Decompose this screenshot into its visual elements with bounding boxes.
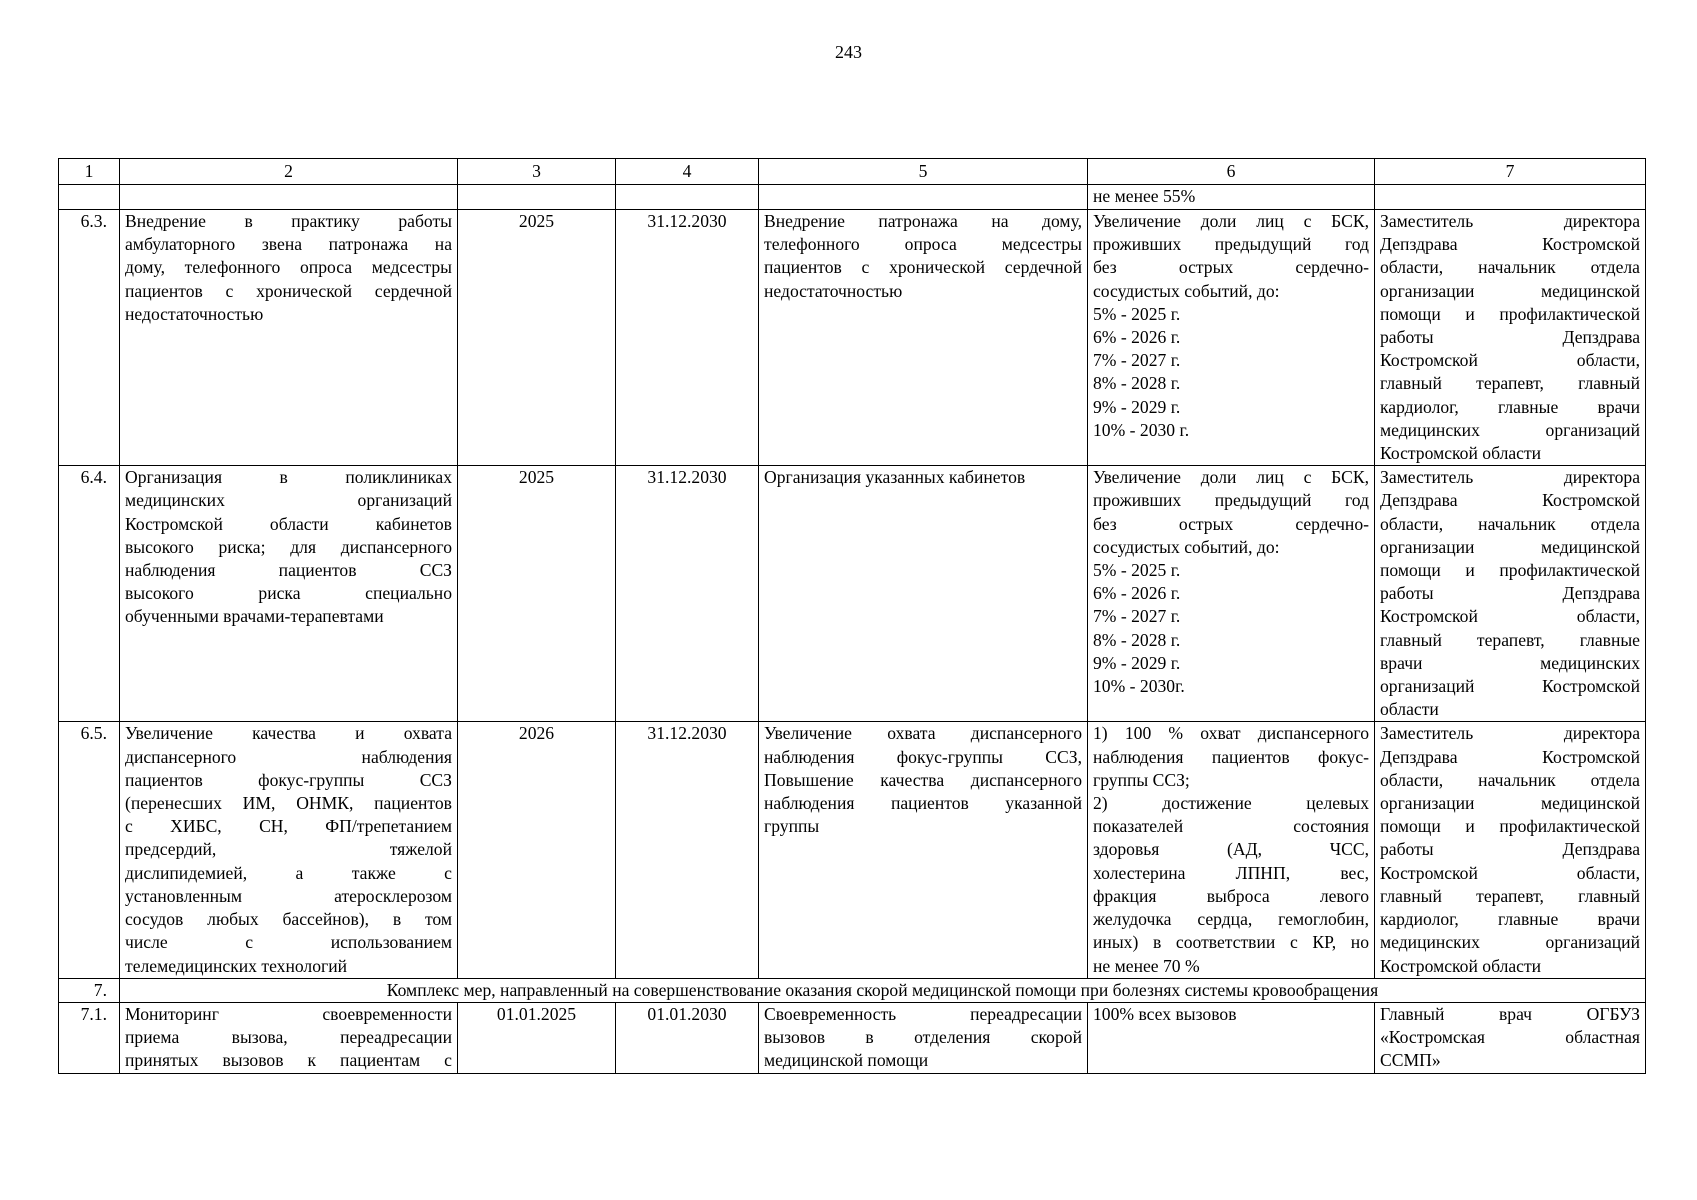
column-number: 5 — [759, 159, 1088, 185]
cell-line: 8% - 2028 г. — [1093, 373, 1181, 394]
cell-line: Заместитель директора — [1380, 467, 1640, 488]
cell-line: наблюдения пациентов фокус- — [1093, 746, 1369, 767]
cell-line: главный терапевт, главный — [1380, 885, 1640, 906]
cell-responsible — [1375, 466, 1646, 722]
cell-line: Внедрение в практику работы — [125, 211, 452, 231]
cell-line: недостаточностью — [764, 280, 903, 301]
cell-line: работы Депздрава — [1380, 327, 1640, 348]
continuation-row — [59, 185, 1646, 210]
column-number: 6 — [1088, 159, 1375, 185]
cell-line: дому, телефонного опроса медсестры — [125, 257, 452, 278]
cell-line: установленным атеросклерозом — [125, 885, 452, 906]
cell-line: числе с использованием — [125, 932, 452, 953]
table-row — [59, 1002, 1646, 1073]
cell-line: наблюдения пациентов указанной — [764, 793, 1082, 814]
cell-line: медицинских организаций — [1380, 419, 1640, 440]
table-row — [59, 466, 1646, 722]
cell-line: Организация указанных кабинетов — [764, 467, 1026, 488]
cell-line: желудочка сердца, гемоглобин, — [1093, 909, 1369, 930]
section-title: Комплекс мер, направленный на совершенствование оказания скорой медицинской помощи при болезнях системы кровообращения — [120, 978, 1646, 1002]
cell-line: Костромской области, — [1380, 862, 1640, 883]
cell-line: области, начальник отдела — [1380, 513, 1640, 534]
column-number: 1 — [59, 159, 120, 185]
cell-line: 9% - 2029 г. — [1093, 652, 1181, 673]
cell-line: Заместитель директора — [1380, 211, 1640, 231]
column-number: 3 — [458, 159, 616, 185]
column-number: 2 — [120, 159, 458, 185]
cell-end-date: 31.12.2030 — [616, 466, 759, 722]
cell-result — [759, 210, 1088, 466]
cell-line: пациентов фокус-группы ССЗ — [125, 769, 452, 790]
cell-line: 5% - 2025 г. — [1093, 303, 1181, 324]
cell-line: холестерина ЛПНП, вес, — [1093, 862, 1369, 883]
cell-line: Главный врач ОГБУЗ — [1380, 1003, 1640, 1024]
cell-line: организации медицинской — [1380, 280, 1640, 301]
cell-line: недостаточностью — [125, 303, 264, 324]
cell-line: ССМП» — [1380, 1050, 1441, 1071]
cell-line: Депздрава Костромской — [1380, 746, 1640, 767]
cell-end-date: 31.12.2030 — [616, 722, 759, 978]
cell-line: организации медицинской — [1380, 536, 1640, 557]
cell-line: Организация в поликлиниках — [125, 467, 452, 488]
cell-line: диспансерного наблюдения — [125, 746, 452, 767]
measures-table — [58, 158, 1646, 1074]
cell-result — [759, 1002, 1088, 1073]
cell-line: помощи и профилактической — [1380, 303, 1640, 324]
cell-line: сосудистых событий, до: — [1093, 280, 1280, 301]
cell-line: медицинской помощи — [764, 1050, 929, 1071]
row-number: 6.5. — [59, 722, 120, 978]
row-number: 6.4. — [59, 466, 120, 722]
cell-line: Костромской области — [1380, 955, 1542, 976]
cell-line: Костромской области кабинетов — [125, 513, 452, 534]
cell-line: Костромской области — [1380, 443, 1542, 464]
cell-result — [759, 722, 1088, 978]
column-numbers-row — [59, 159, 1646, 185]
cell-line: Увеличение охвата диспансерного — [764, 723, 1082, 744]
cell-line: не менее 70 % — [1093, 955, 1200, 976]
cell-line: проживших предыдущий год — [1093, 234, 1369, 255]
cell-line: 2) достижение целевых — [1093, 793, 1369, 814]
cell-line: группы ССЗ; — [1093, 769, 1190, 790]
cell-line: Костромской области, — [1380, 606, 1640, 627]
cell-target: не менее 55% — [1088, 185, 1375, 210]
cell-line: сосудистых событий, до: — [1093, 536, 1280, 557]
cell-line: Депздрава Костромской — [1380, 234, 1640, 255]
cell-line: области, начальник отдела — [1380, 257, 1640, 278]
cell-line: предсердий, тяжелой — [125, 839, 452, 860]
cell-line: приема вызова, переадресации — [125, 1027, 452, 1048]
cell-line: медицинских организаций — [1380, 932, 1640, 953]
cell-line: помощи и профилактической — [1380, 560, 1640, 581]
cell-line: высокого риска; для диспансерного — [125, 536, 452, 557]
cell-line: проживших предыдущий год — [1093, 490, 1369, 511]
cell-line: Заместитель директора — [1380, 723, 1640, 744]
cell-line: сосудов любых бассейнов), в том — [125, 909, 452, 930]
cell-line: Увеличение доли лиц с БСК, — [1093, 211, 1369, 231]
cell-line: врачи медицинских — [1380, 652, 1640, 673]
cell-measure — [120, 1002, 458, 1073]
cell-line: кардиолог, главные врачи — [1380, 396, 1640, 417]
cell-end-date: 01.01.2030 — [616, 1002, 759, 1073]
cell-line: 7% - 2027 г. — [1093, 606, 1181, 627]
cell-measure — [120, 210, 458, 466]
cell-line: показателей состояния — [1093, 816, 1369, 837]
cell-line: Депздрава Костромской — [1380, 490, 1640, 511]
cell-line: 10% - 2030 г. — [1093, 419, 1190, 440]
cell-line: группы — [764, 816, 820, 837]
cell-line: Внедрение патронажа на дому, — [764, 211, 1082, 231]
cell-line: Увеличение качества и охвата — [125, 723, 452, 744]
table-row — [59, 722, 1646, 978]
cell-line: обученными врачами-терапевтами — [125, 606, 384, 627]
cell-line: области, начальник отдела — [1380, 769, 1640, 790]
cell-line: дислипидемией, а также с — [125, 862, 452, 883]
cell-line: области — [1380, 699, 1439, 720]
cell-line: главный терапевт, главные — [1380, 629, 1640, 650]
cell-end-date: 31.12.2030 — [616, 210, 759, 466]
cell-line: Увеличение доли лиц с БСК, — [1093, 467, 1369, 488]
cell-line: помощи и профилактической — [1380, 816, 1640, 837]
cell-line: Костромской области, — [1380, 350, 1640, 371]
cell-line: пациентов с хронической сердечной — [764, 257, 1082, 278]
cell-start-year: 2025 — [458, 210, 616, 466]
cell-line: медицинских организаций — [125, 490, 452, 511]
cell-line: (перенесших ИМ, ОНМК, пациентов — [125, 793, 452, 814]
cell-responsible — [1375, 722, 1646, 978]
cell-line: принятых вызовов к пациентам с — [125, 1050, 452, 1071]
cell-line: 6% - 2026 г. — [1093, 327, 1181, 348]
cell-line: вызовов в отделения скорой — [764, 1027, 1082, 1048]
cell-line: 8% - 2028 г. — [1093, 629, 1181, 650]
cell-line: Мониторинг своевременности — [125, 1003, 452, 1024]
cell-line: высокого риска специально — [125, 583, 452, 604]
cell-line: работы Депздрава — [1380, 839, 1640, 860]
column-number: 4 — [616, 159, 759, 185]
cell-line: 5% - 2025 г. — [1093, 560, 1181, 581]
column-number: 7 — [1375, 159, 1646, 185]
table-row — [59, 210, 1646, 466]
cell-line: кардиолог, главные врачи — [1380, 909, 1640, 930]
cell-line: с ХИБС, СН, ФП/трепетанием — [125, 816, 452, 837]
cell-line: пациентов с хронической сердечной — [125, 280, 452, 301]
cell-line: здоровья (АД, ЧСС, — [1093, 839, 1369, 860]
cell-line: амбулаторного звена патронажа на — [125, 234, 452, 255]
cell-line: телемедицинских технологий — [125, 955, 348, 976]
cell-line: без острых сердечно- — [1093, 513, 1369, 534]
page-number: 243 — [835, 42, 862, 62]
cell-line: наблюдения фокус-группы ССЗ, — [764, 746, 1082, 767]
cell-line: фракция выброса левого — [1093, 885, 1369, 906]
cell-line: работы Депздрава — [1380, 583, 1640, 604]
row-number: 6.3. — [59, 210, 120, 466]
cell-line: 6% - 2026 г. — [1093, 583, 1181, 604]
cell-line: 9% - 2029 г. — [1093, 396, 1181, 417]
section-number: 7. — [59, 978, 120, 1002]
cell-line: «Костромская областная — [1380, 1027, 1640, 1048]
cell-start-year: 2026 — [458, 722, 616, 978]
cell-responsible — [1375, 210, 1646, 466]
cell-line: Своевременность переадресации — [764, 1003, 1082, 1024]
cell-target — [1088, 210, 1375, 466]
section-row — [59, 978, 1646, 1002]
cell-measure — [120, 722, 458, 978]
cell-result — [759, 466, 1088, 722]
cell-line: Повышение качества диспансерного — [764, 769, 1082, 790]
cell-line: 10% - 2030г. — [1093, 676, 1185, 697]
cell-line: 1) 100 % охват диспансерного — [1093, 723, 1369, 744]
cell-start-year: 2025 — [458, 466, 616, 722]
cell-line: организаций Костромской — [1380, 676, 1640, 697]
cell-line: без острых сердечно- — [1093, 257, 1369, 278]
cell-line: 100% всех вызовов — [1093, 1003, 1237, 1024]
cell-line: 7% - 2027 г. — [1093, 350, 1181, 371]
cell-responsible — [1375, 1002, 1646, 1073]
cell-measure — [120, 466, 458, 722]
cell-start-date: 01.01.2025 — [458, 1002, 616, 1073]
cell-line: наблюдения пациентов ССЗ — [125, 560, 452, 581]
row-number: 7.1. — [59, 1002, 120, 1073]
cell-target — [1088, 722, 1375, 978]
cell-line: иных) в соответствии с КР, но — [1093, 932, 1369, 953]
cell-target — [1088, 1002, 1375, 1073]
cell-line: организации медицинской — [1380, 793, 1640, 814]
cell-target — [1088, 466, 1375, 722]
cell-line: телефонного опроса медсестры — [764, 234, 1082, 255]
cell-line: главный терапевт, главный — [1380, 373, 1640, 394]
